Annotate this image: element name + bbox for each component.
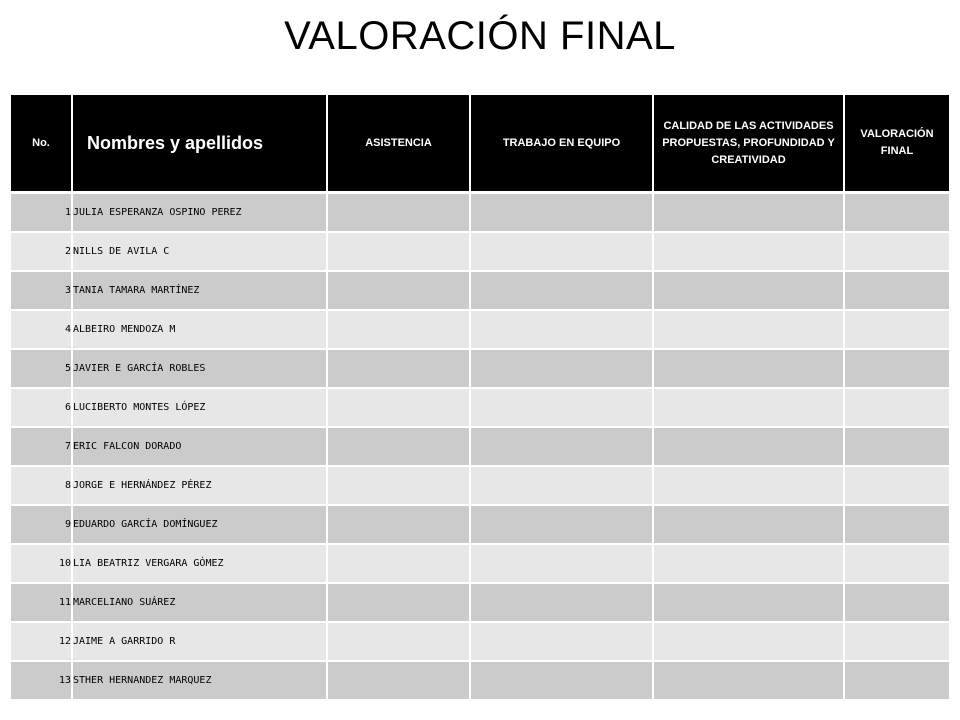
- trabajo-cell[interactable]: [470, 310, 653, 349]
- calidad-cell[interactable]: [653, 622, 844, 661]
- table-row: [11, 466, 949, 505]
- calidad-cell[interactable]: [653, 349, 844, 388]
- header-no: No.: [11, 95, 72, 193]
- asistencia-cell[interactable]: [327, 271, 470, 310]
- calidad-cell[interactable]: [653, 193, 844, 233]
- asistencia-cell[interactable]: [327, 661, 470, 699]
- calidad-cell[interactable]: [653, 232, 844, 271]
- valoracion-cell[interactable]: [844, 388, 949, 427]
- calidad-cell[interactable]: [653, 505, 844, 544]
- header-calidad: CALIDAD DE LAS ACTIVIDADES PROPUESTAS, PROFUNDIDAD Y CREATIVIDAD: [653, 95, 844, 193]
- valoracion-cell[interactable]: [844, 232, 949, 271]
- header-asistencia: ASISTENCIA: [327, 95, 470, 193]
- asistencia-cell[interactable]: [327, 310, 470, 349]
- row-name: NILLS DE AVILA C: [72, 232, 327, 271]
- table-header-row: [11, 95, 949, 193]
- valoracion-cell[interactable]: [844, 505, 949, 544]
- table-row: [11, 349, 949, 388]
- row-number: 13: [11, 661, 72, 699]
- asistencia-cell[interactable]: [327, 505, 470, 544]
- row-number: 5: [11, 349, 72, 388]
- header-name: Nombres y apellidos: [72, 95, 327, 193]
- trabajo-cell[interactable]: [470, 271, 653, 310]
- table-row: [11, 544, 949, 583]
- row-name: ERIC FALCON DORADO: [72, 427, 327, 466]
- row-number: 3: [11, 271, 72, 310]
- valoracion-cell[interactable]: [844, 661, 949, 699]
- table-body: [11, 193, 949, 700]
- table-row: [11, 388, 949, 427]
- table-row: [11, 193, 949, 233]
- table-row: [11, 505, 949, 544]
- table-row: [11, 661, 949, 699]
- asistencia-cell[interactable]: [327, 583, 470, 622]
- row-number: 11: [11, 583, 72, 622]
- valoracion-cell[interactable]: [844, 466, 949, 505]
- asistencia-cell[interactable]: [327, 349, 470, 388]
- valoracion-cell[interactable]: [844, 193, 949, 233]
- trabajo-cell[interactable]: [470, 349, 653, 388]
- trabajo-cell[interactable]: [470, 466, 653, 505]
- row-name: MARCELIANO SUÁREZ: [72, 583, 327, 622]
- calidad-cell[interactable]: [653, 583, 844, 622]
- trabajo-cell[interactable]: [470, 427, 653, 466]
- calidad-cell[interactable]: [653, 310, 844, 349]
- row-name: JAVIER E GARCÍA ROBLES: [72, 349, 327, 388]
- valoracion-cell[interactable]: [844, 427, 949, 466]
- row-name: JORGE E HERNÁNDEZ PÉREZ: [72, 466, 327, 505]
- calidad-cell[interactable]: [653, 544, 844, 583]
- row-name: TANIA TAMARA MARTÍNEZ: [72, 271, 327, 310]
- calidad-cell[interactable]: [653, 661, 844, 699]
- asistencia-cell[interactable]: [327, 388, 470, 427]
- trabajo-cell[interactable]: [470, 661, 653, 699]
- table-row: [11, 271, 949, 310]
- calidad-cell[interactable]: [653, 271, 844, 310]
- row-name: ALBEIRO MENDOZA M: [72, 310, 327, 349]
- asistencia-cell[interactable]: [327, 622, 470, 661]
- valoracion-cell[interactable]: [844, 310, 949, 349]
- valoracion-cell[interactable]: [844, 622, 949, 661]
- calidad-cell[interactable]: [653, 388, 844, 427]
- trabajo-cell[interactable]: [470, 583, 653, 622]
- trabajo-cell[interactable]: [470, 622, 653, 661]
- asistencia-cell[interactable]: [327, 466, 470, 505]
- row-name: STHER HERNANDEZ MARQUEZ: [72, 661, 327, 699]
- row-number: 8: [11, 466, 72, 505]
- trabajo-cell[interactable]: [470, 232, 653, 271]
- valoracion-cell[interactable]: [844, 271, 949, 310]
- calidad-cell[interactable]: [653, 427, 844, 466]
- row-number: 2: [11, 232, 72, 271]
- valoracion-cell[interactable]: [844, 544, 949, 583]
- trabajo-cell[interactable]: [470, 505, 653, 544]
- row-name: LUCIBERTO MONTES LÓPEZ: [72, 388, 327, 427]
- row-name: JULIA ESPERANZA OSPINO PEREZ: [72, 193, 327, 233]
- row-number: 6: [11, 388, 72, 427]
- row-number: 9: [11, 505, 72, 544]
- trabajo-cell[interactable]: [470, 544, 653, 583]
- valoracion-table: [11, 95, 949, 699]
- trabajo-cell[interactable]: [470, 193, 653, 233]
- calidad-cell[interactable]: [653, 466, 844, 505]
- trabajo-cell[interactable]: [470, 388, 653, 427]
- table-row: [11, 427, 949, 466]
- row-name: EDUARDO GARCÍA DOMÍNGUEZ: [72, 505, 327, 544]
- asistencia-cell[interactable]: [327, 232, 470, 271]
- row-name: JAIME A GARRIDO R: [72, 622, 327, 661]
- table-row: [11, 310, 949, 349]
- table-row: [11, 583, 949, 622]
- row-number: 7: [11, 427, 72, 466]
- header-trabajo-en-equipo: TRABAJO EN EQUIPO: [470, 95, 653, 193]
- table-row: [11, 232, 949, 271]
- asistencia-cell[interactable]: [327, 193, 470, 233]
- valoracion-cell[interactable]: [844, 349, 949, 388]
- page-title: VALORACIÓN FINAL: [284, 14, 676, 58]
- asistencia-cell[interactable]: [327, 544, 470, 583]
- table-row: [11, 622, 949, 661]
- row-number: 10: [11, 544, 72, 583]
- row-number: 4: [11, 310, 72, 349]
- row-number: 1: [11, 193, 72, 233]
- row-name: LIA BEATRIZ VERGARA GÓMEZ: [72, 544, 327, 583]
- header-valoracion-final: VALORACIÓN FINAL: [844, 95, 949, 193]
- asistencia-cell[interactable]: [327, 427, 470, 466]
- valoracion-cell[interactable]: [844, 583, 949, 622]
- row-number: 12: [11, 622, 72, 661]
